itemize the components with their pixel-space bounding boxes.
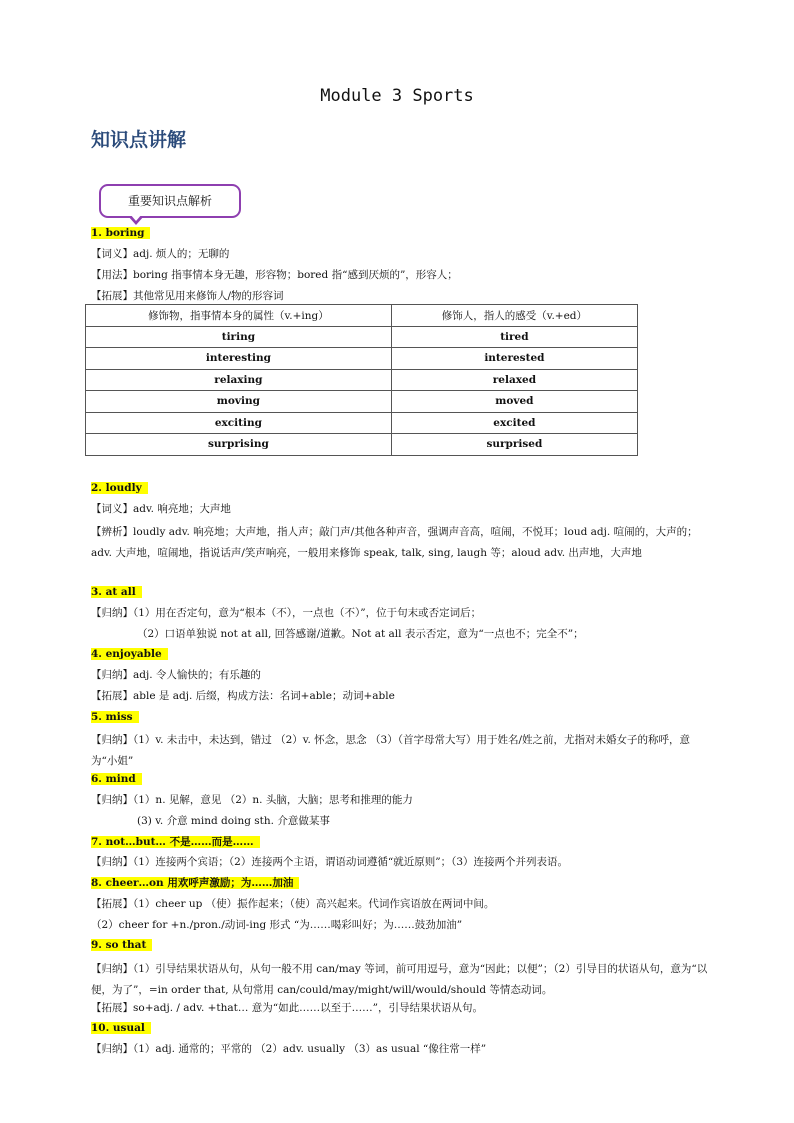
speech-bubble-label: 重要知识点解析	[99, 184, 241, 218]
item-7-heading: 7. not…but… 不是……而是……	[91, 836, 260, 848]
item-4-heading: 4. enjoyable	[91, 648, 168, 660]
table-row	[86, 412, 638, 434]
item-5-heading: 5. miss	[91, 711, 139, 723]
table-cell: interesting	[86, 348, 392, 370]
table-row	[86, 348, 638, 370]
item-1-heading: 1. boring	[91, 227, 150, 239]
table-header: 修饰人，指人的感受（v.+ed）	[391, 305, 637, 327]
item-9-extension: 【拓展】so+adj. / adv. +that… 意为“如此……以至于……”，引导结果状语从句。	[91, 1002, 483, 1014]
item-1-usage: 【用法】boring 指事情本身无趣，形容物；bored 指“感到厌烦的”，形容人；	[91, 269, 458, 281]
table-cell: moving	[86, 391, 392, 413]
table-row	[86, 391, 638, 413]
item-1-extension: 【拓展】其他常见用来修饰人/物的形容词	[91, 290, 284, 302]
table-cell: tiring	[86, 326, 392, 348]
page-title: Module 3 Sports	[320, 86, 474, 106]
table-cell: excited	[391, 412, 637, 434]
item-4-summary: 【归纳】adj. 令人愉快的；有乐趣的	[91, 669, 261, 681]
item-6-summary-2: (3) v. 介意 mind doing sth. 介意做某事	[137, 815, 330, 827]
table-cell: surprised	[391, 434, 637, 456]
item-7-summary: 【归纳】（1）连接两个宾语；（2）连接两个主语，谓语动词遵循“就近原则”；（3）连接两个并列表语。	[91, 856, 569, 868]
item-10-summary: 【归纳】（1）adj. 通常的；平常的 （2）adv. usually （3）as usual “像往常一样”	[91, 1043, 487, 1055]
item-8-extension-1: 【拓展】（1）cheer up （使）振作起来；（使）高兴起来。代词作宾语放在两词中间。	[91, 898, 495, 910]
table-cell: relaxed	[391, 369, 637, 391]
item-2-heading: 2. loudly	[91, 482, 148, 494]
table-header-row	[86, 305, 638, 327]
item-2-discrimination: 【辨析】loudly adv. 响亮地；大声地，指人声；敲门声/其他各种声音，强调声音高，喧闹，不悦耳；loud adj. 喧闹的，大声的；adv. 大声地，喧闹地，指说话声/笑声响亮，一般用来修饰 speak, talk, sing, laugh 等；aloud adv. 出声地，大声地	[91, 526, 698, 559]
item-9-heading: 9. so that	[91, 939, 152, 951]
table-cell: exciting	[86, 412, 392, 434]
item-2-meaning: 【词义】adv. 响亮地；大声地	[91, 503, 231, 515]
adjective-table	[85, 304, 638, 456]
item-1-meaning: 【词义】adj. 烦人的；无聊的	[91, 248, 230, 260]
section-heading: 知识点讲解	[91, 129, 187, 151]
table-cell: moved	[391, 391, 637, 413]
bubble-tail-inner	[130, 214, 142, 221]
item-6-heading: 6. mind	[91, 773, 142, 785]
item-10-heading: 10. usual	[91, 1022, 151, 1034]
item-9-summary: 【归纳】（1）引导结果状语从句，从句一般不用 can/may 等词，前可用逗号，意为“因此；以便”；（2）引导目的状语从句，意为“以便，为了”，=in order that, 从句常用 can/could/may/might/will/would/should 等情态动词。	[91, 963, 708, 996]
item-5-summary: 【归纳】（1）v. 未击中，未达到，错过 （2）v. 怀念，思念 （3）（首字母常大写）用于姓名/姓之前，尤指对未婚女子的称呼，意为“小姐”	[91, 734, 690, 767]
item-8-extension-2: （2）cheer for +n./pron./动词-ing 形式 “为……喝彩叫好；为……鼓劲加油”	[91, 919, 463, 931]
table-cell: interested	[391, 348, 637, 370]
item-3-summary-1: 【归纳】（1）用在否定句，意为“根本（不），一点也（不）”，位于句末或否定词后；	[91, 607, 482, 619]
table-row	[86, 369, 638, 391]
item-4-extension: 【拓展】able 是 adj. 后缀，构成方法：名词+able；动词+able	[91, 690, 395, 702]
table-row	[86, 434, 638, 456]
item-3-summary-2: （2）口语单独说 not at all, 回答感谢/道歉。Not at all 表示否定，意为“一点也不；完全不”；	[137, 628, 584, 640]
item-6-summary-1: 【归纳】（1）n. 见解，意见 （2）n. 头脑，大脑；思考和推理的能力	[91, 794, 413, 806]
table-cell: relaxing	[86, 369, 392, 391]
table-row	[86, 326, 638, 348]
item-8-heading: 8. cheer…on 用欢呼声激励；为……加油	[91, 877, 299, 889]
table-header: 修饰物，指事情本身的属性（v.+ing）	[86, 305, 392, 327]
item-3-heading: 3. at all	[91, 586, 142, 598]
table-cell: tired	[391, 326, 637, 348]
table-cell: surprising	[86, 434, 392, 456]
